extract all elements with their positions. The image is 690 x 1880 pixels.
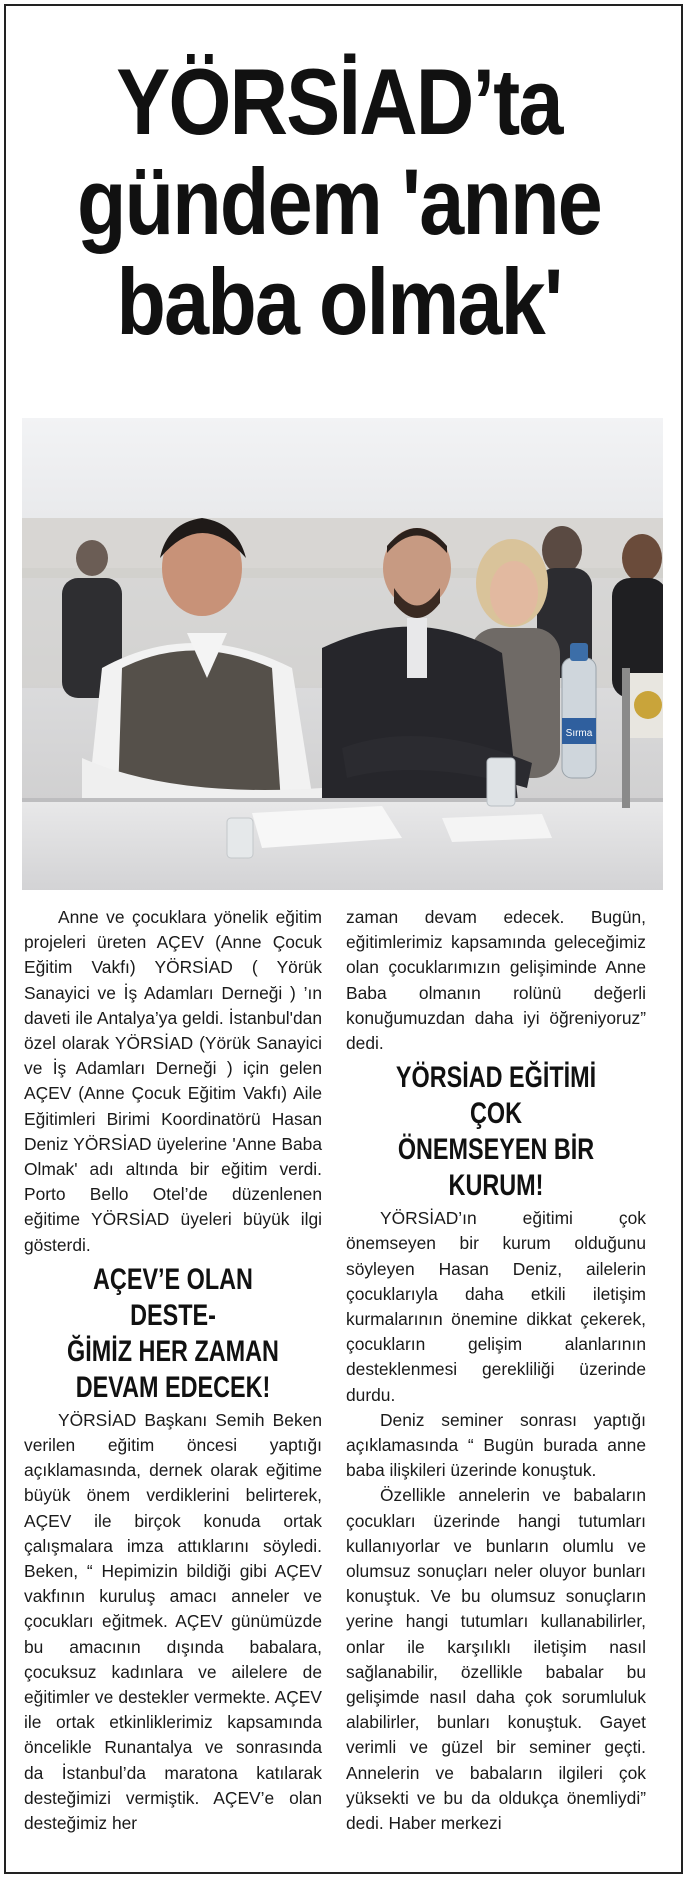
deniz-paragraph-3: Özellikle annelerin ve babaların çocukları üzerinde hangi tutumları kullanıyorlar ve bunların olumlu ve olumsuz sonuçları neler oluyor bunları konuştuk. Ve bu olumsuz sonuçların yerine hangi tutumları kullanabilirler, onlar ile karşılıklı iletişim nasıl sağlanabilir, özellikle babalar bu gelişimde nasıl daha çok sorumluluk alabilirler, bunları konuştuk. Gayet verimli ve güzel bir seminer geçti. Annelerin ve babaların ilgileri çok yüksekti ve bu da oldukça önemliydi” dedi. Haber merkezi (346, 1485, 646, 1834)
subheading-1-line-3: DEVAM EDECEK! (75, 1370, 271, 1404)
subheading-2-line-3: KURUM! (448, 1169, 544, 1203)
continuation-paragraph: zaman devam edecek. Bugün, eğitimlerimiz kapsamında geleceğimiz olan çocuklarımızın gelişiminde Anne Baba olmanın rolünü değerli konuğumuzdan daha iyi öğreniyoruz” dedi. (346, 907, 646, 1054)
headline-line-1: YÖRSİAD’ta (116, 49, 562, 154)
subheading-2 (379, 1060, 613, 1204)
headline (60, 49, 619, 354)
intro-paragraph: Anne ve çocuklara yönelik eğitim projeleri üreten AÇEV (Anne Çocuk Eğitim Vakfı) YÖRSİAD ( Yörük Sanayici ve İş Adamları Derneği ) ’ın daveti ile Antalya’ya geldi. İstanbul'dan özel olarak YÖRSİAD (Yörük Sanayici ve İş Adamları Derneği ) için gelen AÇEV (Anne Çocuk Eğitim Vakfı) Aile Eğitimleri Birimi Koordinatörü Hasan Deniz YÖRSİAD üyelerine 'Anne Baba Olmak' adı altında bir eğitim verdi. Porto Bello Otel’de düzenlenen eğitime YÖRSİAD üyeleri büyük ilgi gösterdi. (24, 907, 322, 1255)
subheading-1-line-2: ĞİMİZ HER ZAMAN (67, 1334, 279, 1368)
article-column-2 (346, 905, 646, 1836)
headline-line-2: gündem 'anne (76, 149, 602, 254)
subheading-2-line-2: ÖNEMSEYEN BİR (397, 1133, 595, 1167)
headline-line-3: baba olmak' (116, 249, 562, 354)
subheading-1 (57, 1262, 289, 1406)
article-column-1 (24, 905, 322, 1836)
deniz-paragraph-2: Deniz seminer sonrası yaptığı açıklamasında “ Bugün burada anne baba ilişkileri üzerinde konuştuk. (346, 1409, 646, 1481)
seminar-photo (22, 418, 663, 890)
deniz-paragraph-1: YÖRSİAD’ın eğitimi çok önemseyen bir kurum olduğunu söyleyen Hasan Deniz, ailelerin çocuklarıyla daha etkili iletişim kurmalarının önemine dikkat çekerek, çocukların gelişim alanlarının desteklenmesi gerekliliği üzerinde durdu. (346, 1208, 646, 1405)
subheading-2-line-1: YÖRSİAD EĞİTİMİ ÇOK (395, 1061, 597, 1131)
bottle-label: Sırma (565, 728, 593, 739)
beken-paragraph: YÖRSİAD Başkanı Semih Beken verilen eğitim öncesi yaptığı açıklamasında, dernek olarak eğitime büyük önem verdiklerini belirterek, AÇEV ile birçok konuda ortak çalışmalara imza attıklarını söyledi. Beken, “ Hepimizin bildiği gibi AÇEV vakfının kuruluş amacı anneler ve çocukları eğitmek. AÇEV günümüzde bu amacının dışında babalara, çocuksuz kadınlara ve ailelere de eğitimler ve destekler vermekte. AÇEV ile ortak etkinliklerimiz kapsamında öncelikle Runantalya ve sonrasında da İstanbul’da maratona katılarak desteğimizi vermiştik. AÇEV’e olan desteğimiz her (24, 1409, 322, 1834)
subheading-1-line-1: AÇEV’E OLAN DESTE- (93, 1262, 253, 1332)
